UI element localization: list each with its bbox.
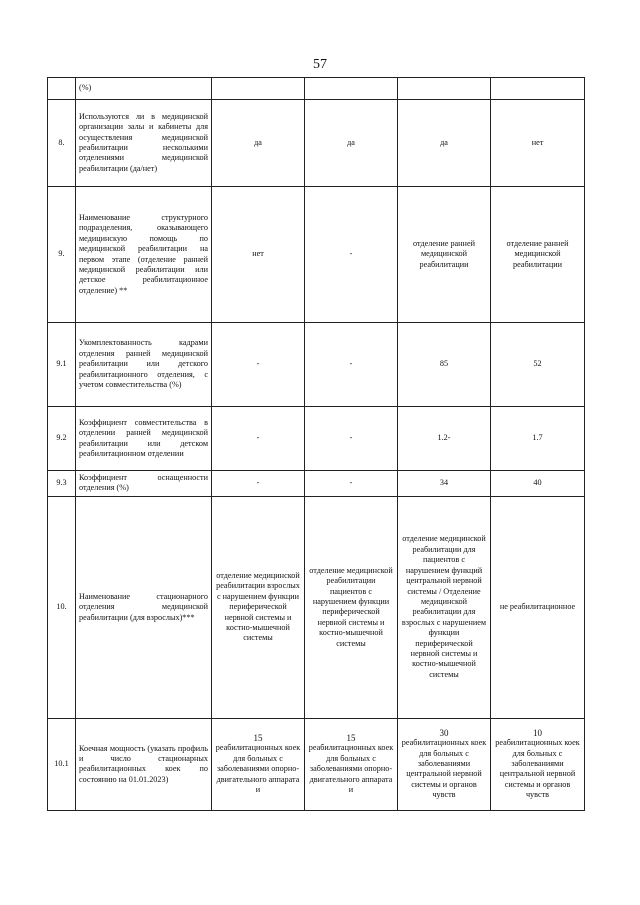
cell-value	[398, 78, 491, 100]
table-row	[48, 407, 585, 471]
table-row	[48, 100, 585, 187]
cell-value: да	[398, 100, 491, 187]
row-number: 8.	[48, 100, 76, 187]
cell-value: отделение медицинской реабилитации взрослых с нарушением функции периферической нервной системы и костно-мышечной системы	[212, 496, 305, 718]
row-label: Используются ли в медицинской организации залы и кабинеты для осуществления медицинской реабилитации несколькими отделениями медицинской реабилитации (да/нет)	[76, 100, 212, 187]
cell-value	[305, 78, 398, 100]
table-row	[48, 496, 585, 718]
bed-count: 30	[439, 728, 449, 739]
cell-value: отделение медицинской реабилитации для пациентов с нарушением функций центральной нервной системы / Отделение медицинской реабилитации для взрослых с нарушением функции периферической нервной системы и костно-мышечной системы	[398, 496, 491, 718]
cell-value: -	[212, 323, 305, 407]
bed-capacity-cell	[305, 718, 398, 810]
cell-value: нет	[212, 187, 305, 323]
row-label: Наименование структурного подразделения, оказывающего медицинскую помощь по медицинской реабилитации на первом этапе (отделение ранней медицинской реабилитации или детское реабилитационное отделение) **	[76, 187, 212, 323]
row-number: 9.2	[48, 407, 76, 471]
cell-value: отделение ранней медицинской реабилитации	[398, 187, 491, 323]
cell-value: 40	[491, 471, 585, 497]
row-label: Коэффициент совместительства в отделении ранней медицинской реабилитации или детском реабилитационном отделении	[76, 407, 212, 471]
cell-value: отделение ранней медицинской реабилитации	[491, 187, 585, 323]
row-number	[48, 78, 76, 100]
cell-value: -	[305, 471, 398, 497]
row-label: Коэффициент оснащенности отделения (%)	[76, 471, 212, 497]
bed-count: 15	[253, 733, 263, 744]
row-number: 10.1	[48, 718, 76, 810]
bed-count: 10	[533, 728, 542, 739]
cell-value: да	[212, 100, 305, 187]
cell-value: -	[305, 323, 398, 407]
row-number: 9.3	[48, 471, 76, 497]
row-label: Укомплектованность кадрами отделения ранней медицинской реабилитации или детского реабилитационного отделения, с учетом совместительства (%)	[76, 323, 212, 407]
row-label: Наименование стационарного отделения медицинской реабилитации (для взрослых)***	[76, 496, 212, 718]
table-row	[48, 78, 585, 100]
cell-value: да	[305, 100, 398, 187]
cell-value: -	[305, 407, 398, 471]
table-row	[48, 323, 585, 407]
cell-value: не реабилитационное	[491, 496, 585, 718]
row-number: 9.	[48, 187, 76, 323]
page-number: 57	[313, 57, 327, 72]
bed-profile: реабилитационных коек для больных с заболеваниями центральной нервной системы и органов чувств	[495, 738, 580, 800]
cell-value: -	[212, 471, 305, 497]
bed-profile: реабилитационных коек для больных с заболеваниями опорно-двигательного аппарата и	[215, 743, 301, 794]
cell-value: 85	[398, 323, 491, 407]
cell-value: 1.2-	[398, 407, 491, 471]
cell-value: -	[212, 407, 305, 471]
bed-capacity-cell	[212, 718, 305, 810]
cell-value: 1.7	[491, 407, 585, 471]
cell-value: нет	[491, 100, 585, 187]
bed-profile: реабилитационных коек для больных с заболеваниями опорно-двигательного аппарата и	[308, 743, 394, 794]
row-label: (%)	[76, 78, 212, 100]
bed-count: 15	[346, 733, 356, 744]
cell-value	[212, 78, 305, 100]
bed-capacity-cell	[491, 718, 585, 810]
table-row	[48, 471, 585, 497]
table-row	[48, 187, 585, 323]
row-number: 10.	[48, 496, 76, 718]
cell-value: отделение медицинской реабилитации пациентов с нарушением функции периферической нервной системы и костно-мышечной системы	[305, 496, 398, 718]
bed-profile: реабилитационных коек для больных с заболеваниями центральной нервной системы и органов чувств	[401, 738, 487, 800]
row-number: 9.1	[48, 323, 76, 407]
bed-capacity-cell	[398, 718, 491, 810]
cell-value: 52	[491, 323, 585, 407]
table-row	[48, 718, 585, 810]
rehabilitation-table	[47, 77, 585, 811]
cell-value	[491, 78, 585, 100]
row-label: Коечная мощность (указать профиль и число стационарных реабилитационных коек по состоянию на 01.01.2023)	[76, 718, 212, 810]
cell-value: 34	[398, 471, 491, 497]
cell-value: -	[305, 187, 398, 323]
